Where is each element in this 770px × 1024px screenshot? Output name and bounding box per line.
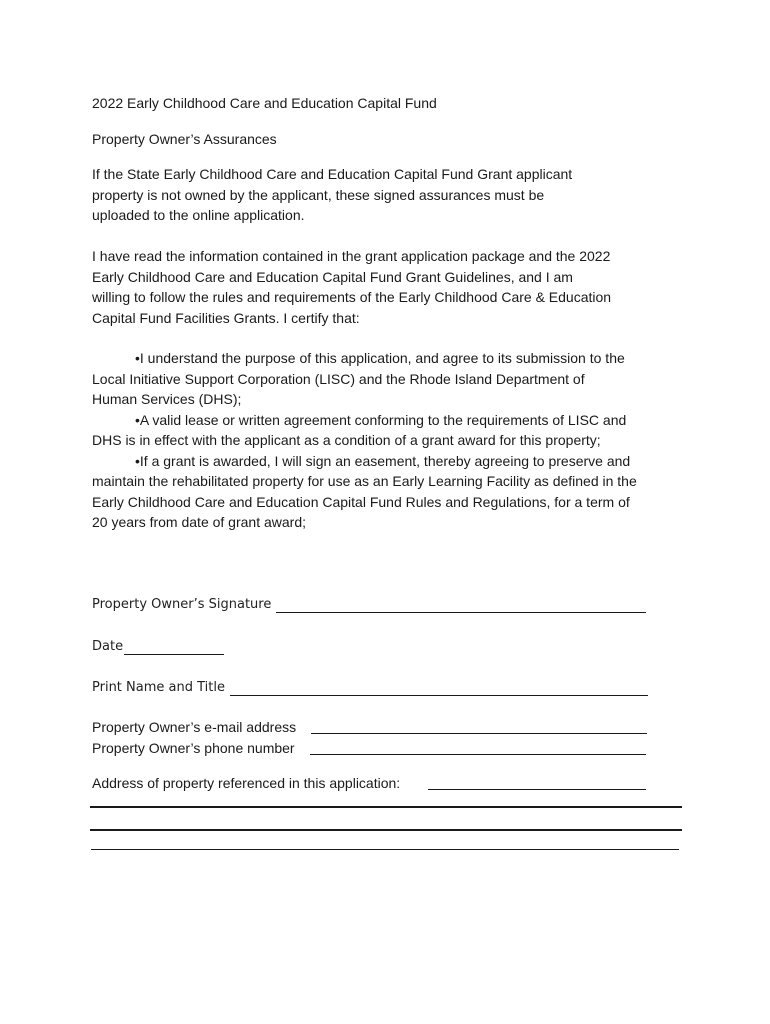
bullet-line: maintain the rehabilitated property for use as an Early Learning Facility as defined in the xyxy=(92,473,637,489)
intro-line: If the State Early Childhood Care and Education Capital Fund Grant applicant xyxy=(92,166,573,182)
email-line[interactable] xyxy=(311,717,647,734)
phone-line[interactable] xyxy=(310,738,646,755)
address-line[interactable] xyxy=(428,773,646,790)
bullet-first-line: •I understand the purpose of this application, and agree to its submission to the xyxy=(135,350,625,366)
address-continuation-line[interactable] xyxy=(90,829,682,831)
address-continuation-line[interactable] xyxy=(91,849,679,850)
print-name-label: Print Name and Title xyxy=(92,680,225,695)
date-label: Date xyxy=(92,639,124,654)
bullet-line: 20 years from date of grant award; xyxy=(92,514,306,530)
bullet-line: Early Childhood Care and Education Capital Fund Rules and Regulations, for a term of xyxy=(92,493,630,510)
bullet-first-line: •A valid lease or written agreement conforming to the requirements of LISC and xyxy=(135,411,627,428)
intro-line: property is not owned by the applicant, these signed assurances must be xyxy=(92,186,545,203)
certify-line: Early Childhood Care and Education Capital Fund Grant Guidelines, and I am xyxy=(92,268,573,285)
signature-line[interactable] xyxy=(276,596,646,613)
intro-line: uploaded to the online application. xyxy=(92,207,305,223)
bullet-line: DHS is in effect with the applicant as a condition of a grant award for this property; xyxy=(92,432,601,448)
certify-line: I have read the information contained in the grant application package and the 2022 xyxy=(92,248,611,264)
document-title: 2022 Early Childhood Care and Education Capital Fund xyxy=(92,95,437,111)
address-label: Address of property referenced in this application: xyxy=(92,775,401,791)
bullet-first-line: •If a grant is awarded, I will sign an easement, thereby agreeing to preserve and xyxy=(135,452,631,469)
certify-line: willing to follow the rules and requirements of the Early Childhood Care & Education xyxy=(92,289,612,305)
date-line[interactable] xyxy=(124,638,224,655)
email-label: Property Owner’s e-mail address xyxy=(92,719,297,735)
phone-label: Property Owner’s phone number xyxy=(92,739,295,756)
bullet-line: Human Services (DHS); xyxy=(92,391,242,407)
address-continuation-line[interactable] xyxy=(90,806,682,808)
bullet-line: Local Initiative Support Corporation (LISC) and the Rhode Island Department of xyxy=(92,370,585,387)
print-name-line[interactable] xyxy=(230,679,648,696)
certify-line: Capital Fund Facilities Grants. I certify that: xyxy=(92,309,360,326)
document-subtitle: Property Owner’s Assurances xyxy=(92,131,277,147)
signature-label: Property Owner’s Signature xyxy=(92,597,272,612)
